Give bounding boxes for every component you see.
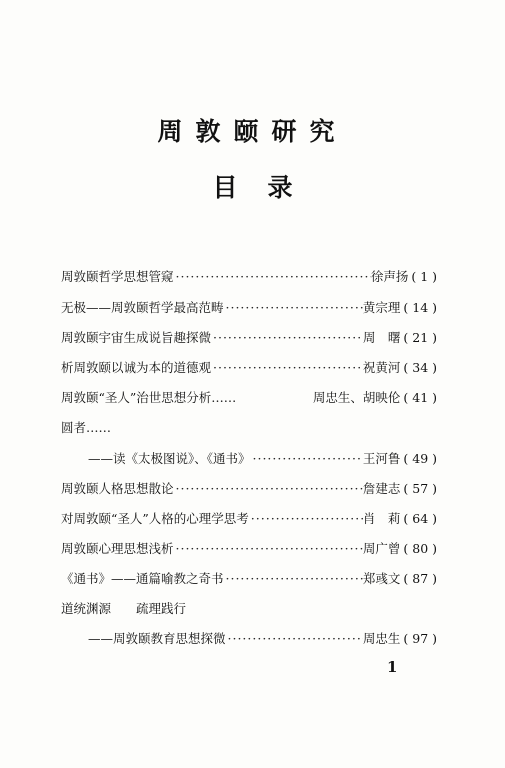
toc-entry-title: 周敦颐宇宙生成说旨趣探微 <box>61 330 212 345</box>
toc-entry-title: 析周敦颐以诚为本的道德观 <box>61 360 212 375</box>
page-number: 1 <box>387 658 398 676</box>
toc-entry <box>61 508 437 530</box>
leader-dots <box>211 327 363 349</box>
toc-entry-title: 圆者…… <box>61 420 112 435</box>
toc-entry <box>61 598 437 620</box>
leader-dots <box>226 628 363 650</box>
toc-entry-title: 周敦颐哲学思想管窥 <box>61 269 174 284</box>
leader-dots <box>174 538 363 560</box>
toc-entry-author: 周忠生、胡映伦 <box>312 390 401 405</box>
toc-heading: 目录 <box>212 173 323 202</box>
leader-dots <box>224 568 363 590</box>
toc-entry-title: ——读《太极图说》、《通书》 <box>88 451 251 466</box>
toc-entry-author: 詹建志 <box>362 481 401 496</box>
toc-entry-page: ( 1 ) <box>411 269 437 284</box>
toc-entry-page: ( 21 ) <box>403 330 437 345</box>
toc-entry-author: 王河鲁 <box>362 451 401 466</box>
toc-entry-page: ( 49 ) <box>403 451 437 466</box>
toc-entry <box>61 297 437 319</box>
toc-entry <box>61 568 437 590</box>
leader-dots <box>211 357 363 379</box>
toc-entry-author: 郑彧文 <box>362 571 401 586</box>
toc-entry <box>61 357 437 379</box>
toc-entry-author: 周广曾 <box>362 541 401 556</box>
toc-entry-author: 黄宗理 <box>362 300 401 315</box>
toc-entry-page: ( 64 ) <box>403 511 437 526</box>
toc-entry-author: 肖 莉 <box>362 511 401 526</box>
toc-entry-page: ( 34 ) <box>403 360 437 375</box>
toc-entry-title: 周敦颐心理思想浅析 <box>61 541 174 556</box>
toc-entry-page: ( 87 ) <box>403 571 437 586</box>
toc-entry-page: ( 97 ) <box>403 631 437 646</box>
leader-dots <box>249 508 363 530</box>
toc-entry <box>61 266 437 288</box>
toc-entry <box>88 448 437 470</box>
toc-entry-title: 道统渊源 疏理践行 <box>61 601 187 616</box>
toc-entry <box>61 387 437 409</box>
toc-entry-title: 无极——周敦颐哲学最高范畴 <box>61 300 224 315</box>
leader-dots <box>174 478 363 500</box>
toc-entry-title: 对周敦颐“圣人”人格的心理学思考 <box>61 511 249 526</box>
toc-entry-page: ( 80 ) <box>403 541 437 556</box>
toc-entry-author: 周忠生 <box>362 631 401 646</box>
toc-entry <box>61 327 437 349</box>
toc-entry-author: 祝黄河 <box>362 360 401 375</box>
book-title: 周敦颐研究 <box>157 117 348 146</box>
toc-entry-author: 徐声扬 <box>370 269 409 284</box>
toc-entry <box>88 628 437 650</box>
toc-entry-author: 周 曙 <box>362 330 401 345</box>
toc-entry-page: ( 14 ) <box>403 300 437 315</box>
toc-entry-page: ( 41 ) <box>403 390 437 405</box>
toc-entry-title: 周敦颐人格思想散论 <box>61 481 174 496</box>
toc-entry <box>61 417 437 439</box>
toc-entry <box>61 478 437 500</box>
toc-entry-title: 《通书》——通篇喻教之奇书 <box>61 571 224 586</box>
leader-dots <box>251 448 363 470</box>
toc-entry-title: ——周敦颐教育思想探微 <box>88 631 226 646</box>
toc-entry <box>61 538 437 560</box>
leader-dots <box>174 266 371 288</box>
leader-dots <box>224 297 363 319</box>
toc-entry-page: ( 57 ) <box>403 481 437 496</box>
toc-entry-title: 周敦颐“圣人”治世思想分析…… <box>61 390 237 405</box>
